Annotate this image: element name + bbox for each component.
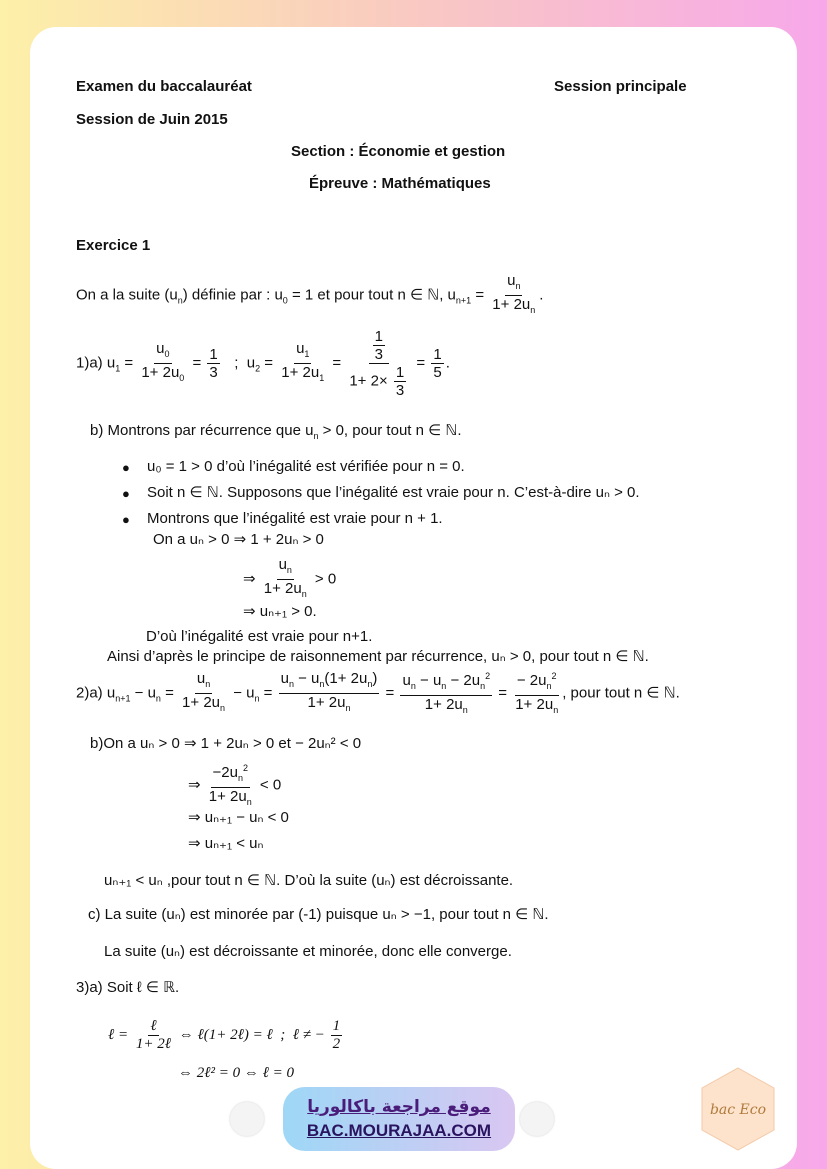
left-badge-icon	[230, 1102, 264, 1136]
bac-eco-logo	[698, 1066, 778, 1152]
section-title: Section : Économie et gestion	[291, 143, 506, 160]
q1a-frac4: $\frac{1}{3}$ 1+ 2× $\frac{1}{3}$	[349, 328, 405, 399]
q3a-frac1: $\frac{\text{ℓ}}{\text{1+ 2ℓ}}$	[135, 1018, 171, 1052]
q2c-line1: c) La suite (uₙ) est minorée par (-1) puisque uₙ > −1, pour tout n ∈ ℕ.	[88, 906, 549, 923]
intro-text-c: = 1 et pour tout n ∈ ℕ, u	[287, 286, 456, 304]
exam-title: Examen du baccalauréat	[76, 78, 252, 95]
rec-line2: ⇒ $\frac{u_n}{1+ 2u_n}$ > 0	[243, 556, 336, 603]
q1a-line: 1)a) $u_1$ = $\frac{u_0}{1+ 2u_0}$ = $\frac{1}{3}$ ; $u_2$ = $\frac{u_1}{1+ 2u_1}$ = $\frac{1}{3}$ 1+ 2× $\frac{1}{3}$ = $\frac{1}{5}$ .	[76, 328, 450, 399]
intro-fraction: $\frac{u_n}{1+ 2u_n}$	[492, 272, 536, 315]
q2a-frac2: $\frac{u_n - u_n(1+ 2u_n)}{1+ 2u_n}$	[280, 670, 378, 713]
bullet-2: Soit n ∈ ℕ. Supposons que l’inégalité est vraie pour n. C’est-à-dire uₙ > 0.	[147, 484, 640, 501]
rec-conclusion: D’où l’inégalité est vraie pour n+1.	[146, 628, 373, 645]
bac-eco-text: bac Eco	[709, 1102, 767, 1118]
q2b-line1: b)On a uₙ > 0 ⇒ 1 + 2uₙ > 0 et − 2uₙ² < 0	[90, 735, 362, 752]
q1a-frac5: $\frac{1}{5}$	[433, 346, 442, 381]
intro-text-a: On a la suite (u	[76, 286, 178, 304]
q2a-frac4: $\frac{- 2u_n^2}{1+ 2u_n}$	[513, 668, 560, 719]
bullet-icon: ●	[122, 486, 130, 501]
q2c-line2: La suite (uₙ) est décroissante et minorée, donc elle converge.	[104, 943, 512, 960]
q1a-label: 1)a)	[76, 354, 103, 372]
q1a-frac2: $\frac{1}{3}$	[209, 346, 218, 381]
rec-fraction: $\frac{u_n}{1+ 2u_n}$	[263, 556, 307, 599]
right-badge-icon	[520, 1102, 554, 1136]
exercise-title: Exercice 1	[76, 237, 151, 254]
q3a-line1: ℓ = $\frac{\text{ℓ}}{\text{1+ 2ℓ}}$ ⇔ ℓ(1+ 2ℓ) = ℓ ; ℓ ≠ − $\frac{1}{2}$	[108, 1018, 341, 1052]
q2b-fraction: $\frac{-2u_n^2}{1+ 2u_n}$	[207, 760, 254, 811]
bullet-3: Montrons que l’inégalité est vraie pour n + 1.	[147, 510, 443, 527]
document-page	[30, 27, 797, 1169]
epreuve-title: Épreuve : Mathématiques	[309, 175, 491, 192]
bullet-1: u₀ = 1 > 0 d’où l’inégalité est vérifiée pour n = 0.	[147, 458, 465, 475]
site-name-arabic: موقع مراجعة باكالوريا	[307, 1097, 491, 1117]
intro-text-d: =	[471, 286, 485, 304]
bullet-icon: ●	[122, 512, 130, 527]
rec-principle: Ainsi d’après le principe de raisonnement par récurrence, uₙ > 0, pour tout n ∈ ℕ.	[107, 648, 649, 665]
q1a-frac3: $\frac{u_1}{1+ 2u_1}$	[281, 340, 325, 383]
q1a-frac1: $\frac{u_0}{1+ 2u_0}$	[141, 340, 185, 383]
site-name-latin: BAC.MOURAJAA.COM	[306, 1121, 492, 1140]
q2b-line3: ⇒ uₙ₊₁ − uₙ < 0	[188, 809, 289, 826]
q2b-conclusion: uₙ₊₁ < uₙ ,pour tout n ∈ ℕ. D’où la suite (uₙ) est décroissante.	[104, 872, 514, 889]
q2b-line2: ⇒ $\frac{-2u_n^2}{1+ 2u_n}$ < 0	[188, 760, 281, 811]
session-type: Session principale	[554, 78, 687, 95]
q3a-line2: ⇔ 2ℓ² = 0 ⇔ ℓ = 0	[178, 1065, 294, 1081]
intro-line: On a la suite $(u_n)$ définie par : $u_0 = 1$ et pour tout n ∈ ℕ, $u_{n+1}$ = $\frac{u_n}{1+ 2u_n}$ .	[76, 272, 543, 319]
session-date: Session de Juin 2015	[76, 111, 228, 128]
q2a-frac3: $\frac{u_n - u_n - 2u_n^2}{1+ 2u_n}$	[400, 668, 492, 719]
q2a-tail: , pour tout n ∈ ℕ.	[562, 684, 680, 702]
rec-line3: ⇒ uₙ₊₁ > 0.	[243, 603, 317, 620]
bullet-icon: ●	[122, 460, 130, 475]
q2a-label: 2)a)	[76, 684, 103, 702]
site-logo[interactable]	[283, 1087, 515, 1151]
intro-text-b: ) définie par : u	[182, 286, 283, 304]
q3a-frac2: $\frac{1}{2}$	[332, 1018, 341, 1052]
q2a-frac1: $\frac{u_n}{1+ 2u_n}$	[182, 670, 226, 713]
q1b-text: b) Montrons par récurrence que u	[90, 422, 314, 439]
q2b-line4: ⇒ uₙ₊₁ < uₙ	[188, 835, 264, 852]
q3a-label: 3)a) Soit ℓ ∈ ℝ.	[76, 979, 180, 996]
q1b-tail: > 0, pour tout n ∈ ℕ.	[318, 422, 462, 439]
q2a-line: 2)a) $u_{n+1} - u_n$ = $\frac{u_n}{1+ 2u_n}$ − $u_n$ = $\frac{u_n - u_n(1+ 2u_n)}{1+ 2u_n}$ = $\frac{u_n - u_n - 2u_n^2}{1+ 2u_n}$ = $\frac{- 2u_n^2}{1+ 2u_n}$ , pour tout n ∈ ℕ.	[76, 668, 680, 719]
rec-line1: On a uₙ > 0 ⇒ 1 + 2uₙ > 0	[153, 531, 324, 548]
q1b-line: b) Montrons par récurrence que $u_n > 0$, pour tout n ∈ ℕ.	[90, 422, 462, 441]
